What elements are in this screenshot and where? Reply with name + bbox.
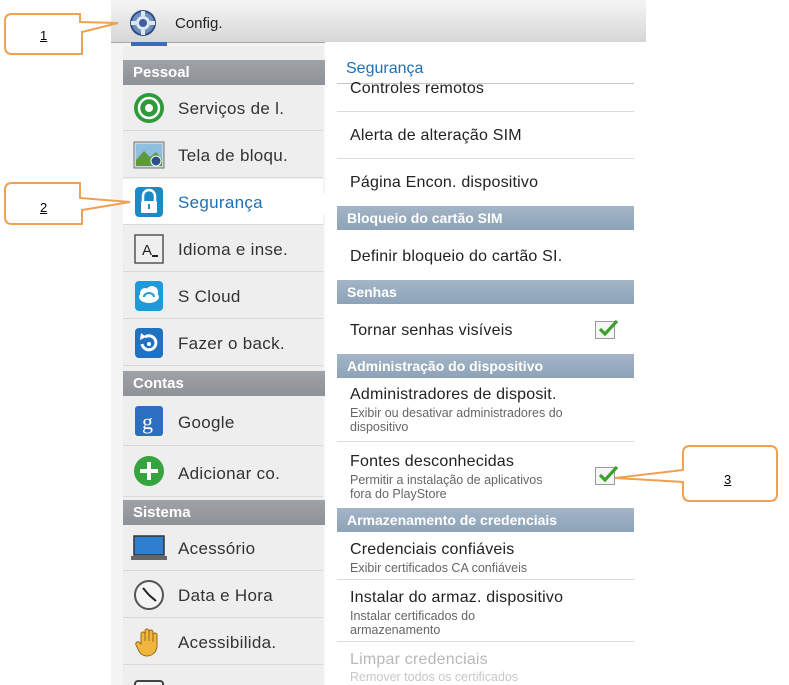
setting-subtitle: Exibir ou desativar administradores do dispositivo [350, 406, 563, 434]
sidebar-item-label: Acessório [178, 539, 256, 558]
callout-3-label: 3 [724, 472, 732, 487]
setting-subtitle: Remover todos os certificados [350, 670, 519, 684]
section-header-credential-storage: Armazenamento de credenciais [337, 508, 634, 532]
sidebar-item-label: Tela de bloqu. [178, 146, 289, 165]
callout-3-shape [615, 446, 777, 501]
section-header-pessoal: Pessoal [123, 60, 325, 85]
setting-title: Limpar credenciais [350, 651, 488, 668]
sidebar-item-label: Idioma e inse. [178, 240, 289, 259]
sidebar-item-label: Acessibilida. [178, 633, 277, 652]
callout-2-label: 2 [40, 200, 48, 215]
svg-text:A: A [142, 242, 153, 259]
setting-subtitle: Exibir certificados CA confiáveis [350, 561, 528, 575]
setting-title: Definir bloqueio do cartão SI. [350, 248, 563, 265]
sidebar-item-label: Google [178, 413, 235, 432]
setting-title: Controles remotos [350, 80, 485, 97]
callout-1-label: 1 [40, 28, 48, 43]
sidebar-item-label: S Cloud [178, 287, 241, 306]
sidebar-item-label: Adicionar co. [178, 464, 281, 483]
section-header-contas: Contas [123, 371, 325, 396]
panel-title: Segurança [346, 60, 424, 77]
callout-2-shape [5, 183, 130, 224]
section-header-sistema: Sistema [123, 500, 325, 525]
setting-title: Tornar senhas visíveis [350, 322, 513, 339]
svg-text:g: g [142, 409, 153, 434]
setting-title: Fontes desconhecidas [350, 453, 515, 470]
setting-subtitle: Permitir a instalação de aplicativos fora do PlayStore [350, 473, 543, 501]
sidebar-item-label: Data e Hora [178, 586, 273, 605]
setting-title: Página Encon. dispositivo [350, 174, 539, 191]
sidebar-item-label: Fazer o back. [178, 334, 285, 353]
section-header-device-admin: Administração do dispositivo [337, 354, 634, 378]
setting-title: Credenciais confiáveis [350, 541, 515, 558]
setting-title: Administradores de disposit. [350, 386, 557, 403]
setting-title: Alerta de alteração SIM [350, 127, 522, 144]
sidebar-item-label: Serviços de l. [178, 99, 285, 118]
sidebar-item-label: Segurança [178, 193, 263, 212]
setting-title: Instalar do armaz. dispositivo [350, 589, 564, 606]
section-header-passwords: Senhas [337, 280, 634, 304]
app-title: Config. [175, 15, 223, 32]
callout-1-shape [5, 14, 118, 54]
setting-subtitle: Instalar certificados do armazenamento [350, 609, 476, 637]
section-header-sim-lock: Bloqueio do cartão SIM [337, 206, 634, 230]
